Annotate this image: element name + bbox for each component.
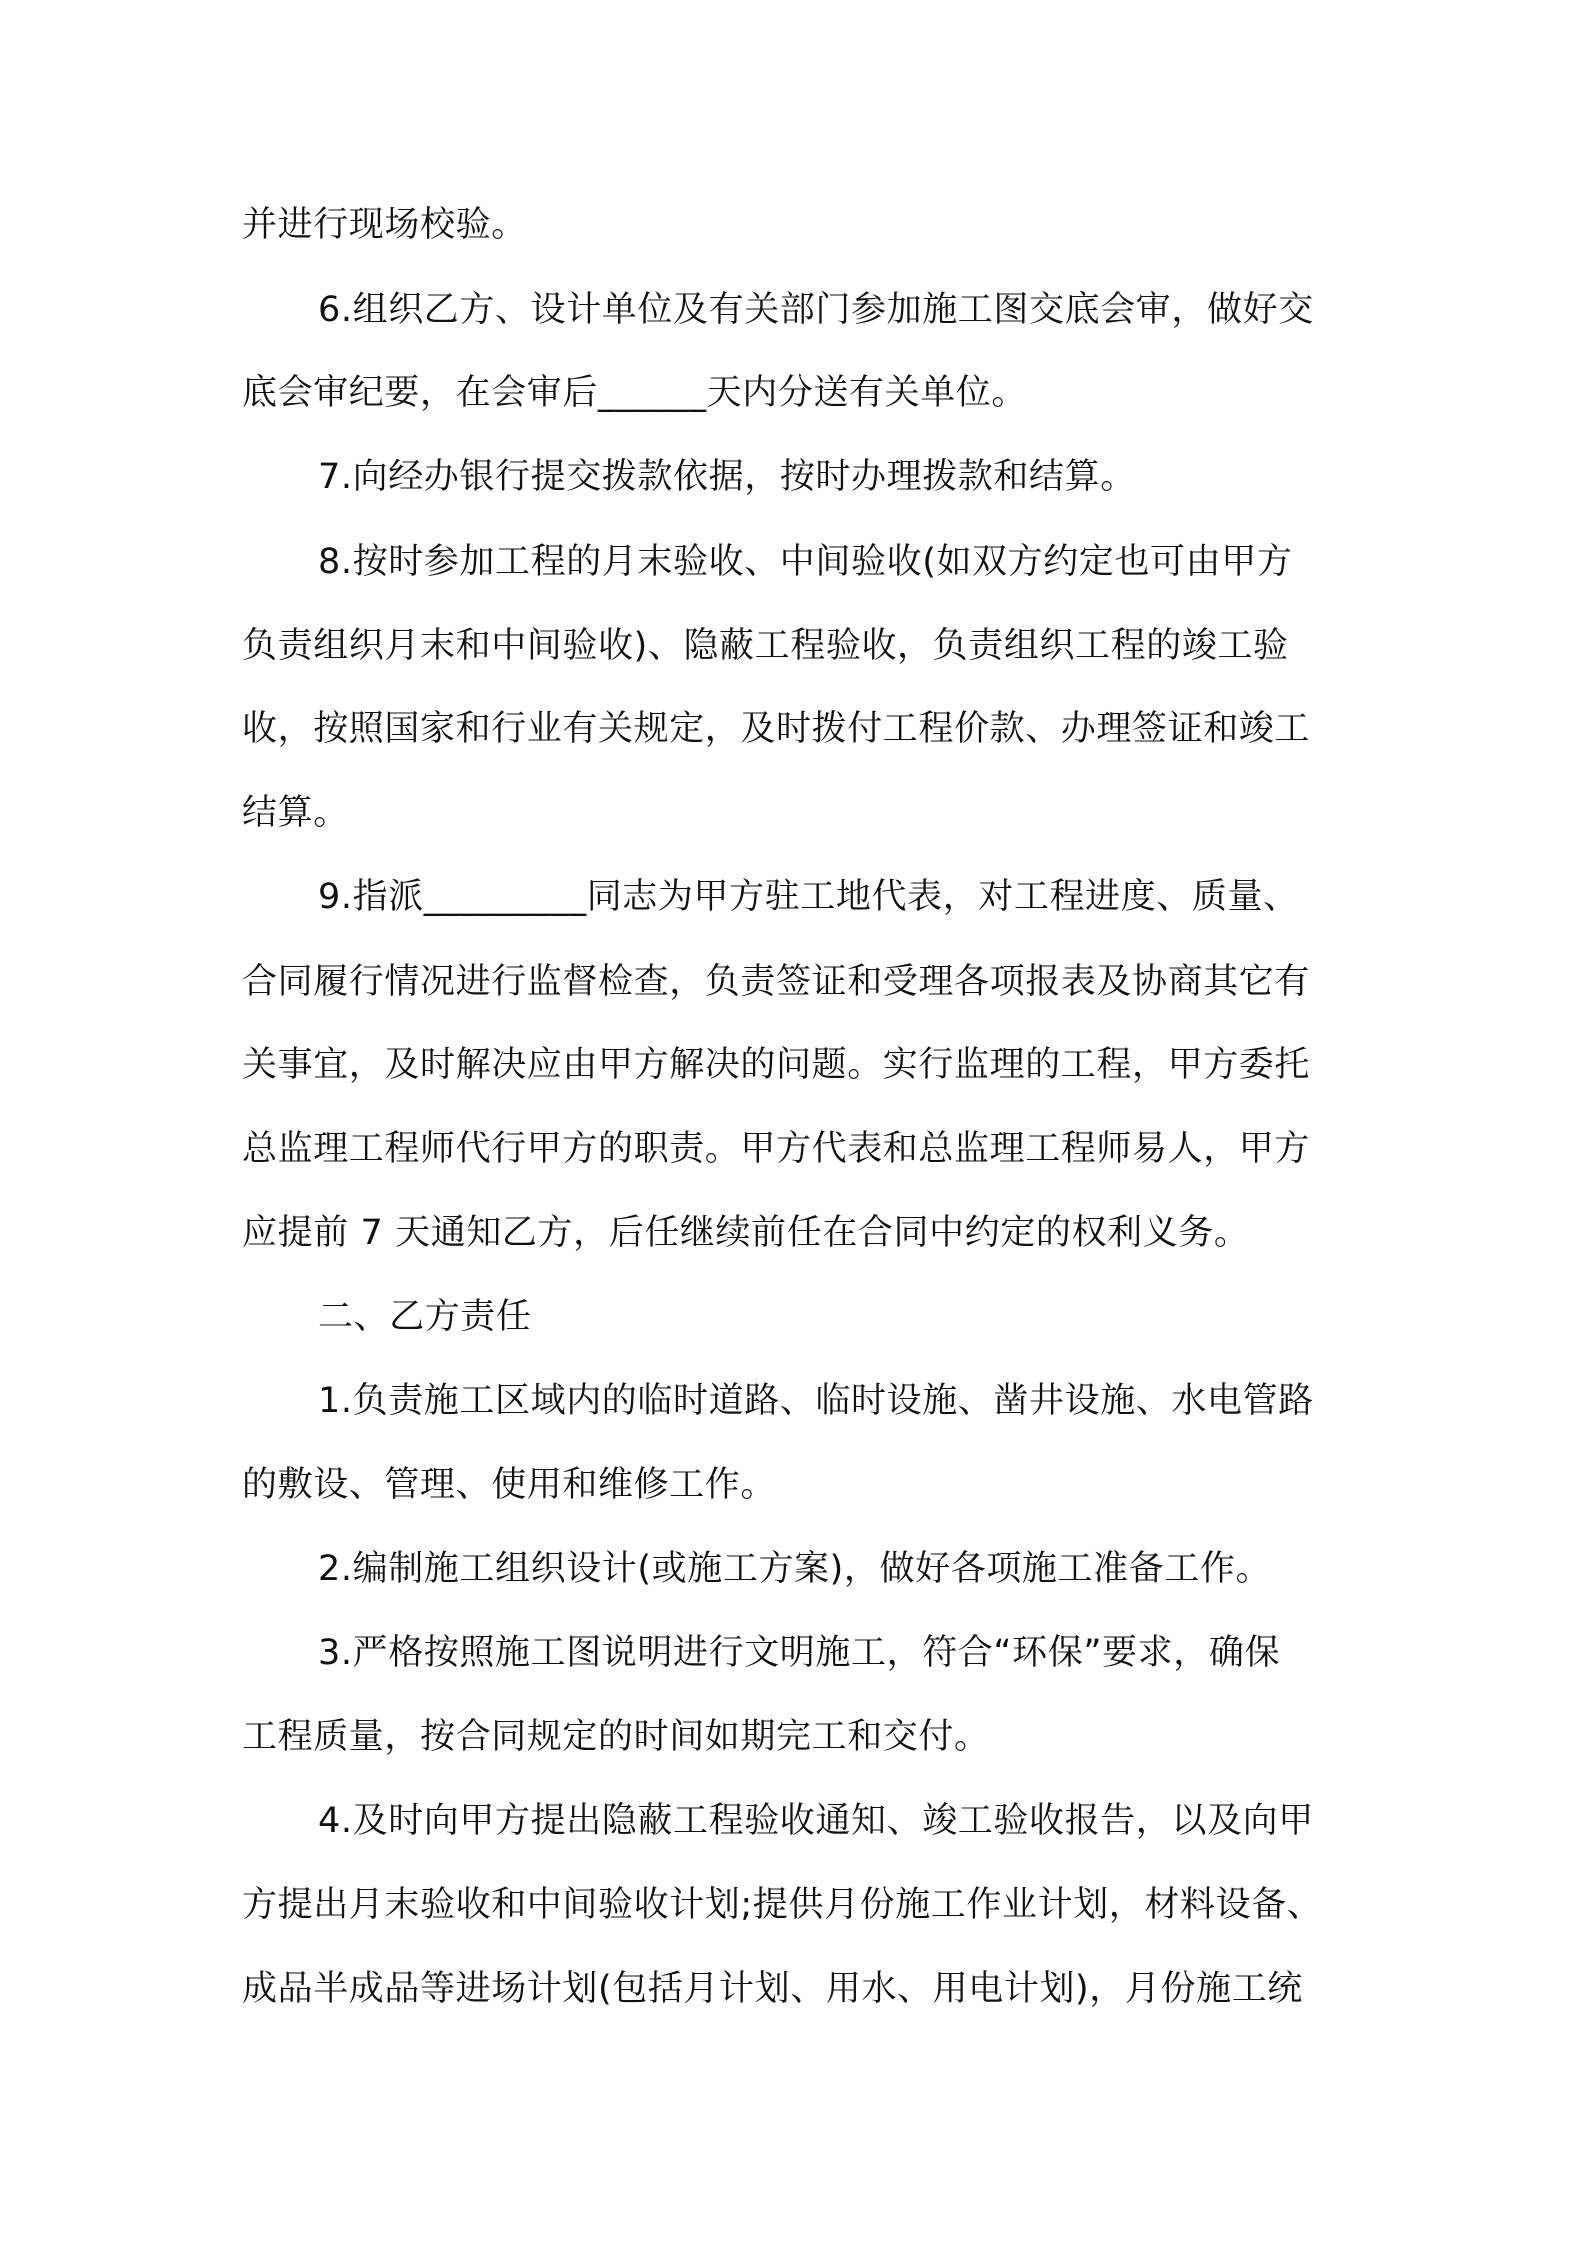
- text-line: 应提前 7 天通知乙方，后任继续前任在合同中约定的权利义务。: [242, 1213, 1250, 1253]
- text-line: 方提出月末验收和中间验收计划;提供月份施工作业计划，材料设备、: [242, 1885, 1323, 1925]
- text-line: 合同履行情况进行监督检查，负责签证和受理各项报表及协商其它有: [242, 962, 1311, 1002]
- text-line: 4.及时向甲方提出隐蔽工程验收通知、竣工验收报告，以及向甲: [318, 1801, 1314, 1841]
- text-line: 1.负责施工区域内的临时道路、临时设施、凿井设施、水电管路: [318, 1381, 1314, 1421]
- text-line: 关事宜，及时解决应由甲方解决的问题。实行监理的工程，甲方委托: [242, 1045, 1311, 1085]
- text-line: 2.编制施工组织设计(或施工方案)，做好各项施工准备工作。: [318, 1549, 1272, 1589]
- text-line: 7.向经办银行提交拨款依据，按时办理拨款和结算。: [318, 457, 1136, 497]
- text-line: 成品半成品等进场计划(包括月计划、用水、用电计划)，月份施工统: [242, 1969, 1303, 2009]
- text-line: 9.指派_________同志为甲方驻工地代表，对工程进度、质量、: [318, 877, 1299, 917]
- text-line: 并进行现场校验。: [242, 205, 527, 245]
- text-line: 收，按照国家和行业有关规定，及时拨付工程价款、办理签证和竣工: [242, 709, 1311, 749]
- text-line: 8.按时参加工程的月末验收、中间验收(如双方约定也可由甲方: [318, 542, 1293, 582]
- text-line: 总监理工程师代行甲方的职责。甲方代表和总监理工程师易人，甲方: [242, 1129, 1311, 1169]
- text-line: 负责组织月末和中间验收)、隐蔽工程验收，负责组织工程的竣工验: [242, 626, 1289, 666]
- section-heading: 二、乙方责任: [318, 1297, 532, 1337]
- text-line: 6.组织乙方、设计单位及有关部门参加施工图交底会审，做好交: [318, 290, 1314, 330]
- text-line: 工程质量，按合同规定的时间如期完工和交付。: [242, 1717, 990, 1757]
- text-line: 3.严格按照施工图说明进行文明施工，符合“环保”要求，确保: [318, 1633, 1281, 1673]
- text-line: 结算。: [242, 793, 349, 833]
- text-line: 底会审纪要，在会审后______天内分送有关单位。: [242, 373, 1028, 413]
- text-line: 的敷设、管理、使用和维修工作。: [242, 1465, 777, 1505]
